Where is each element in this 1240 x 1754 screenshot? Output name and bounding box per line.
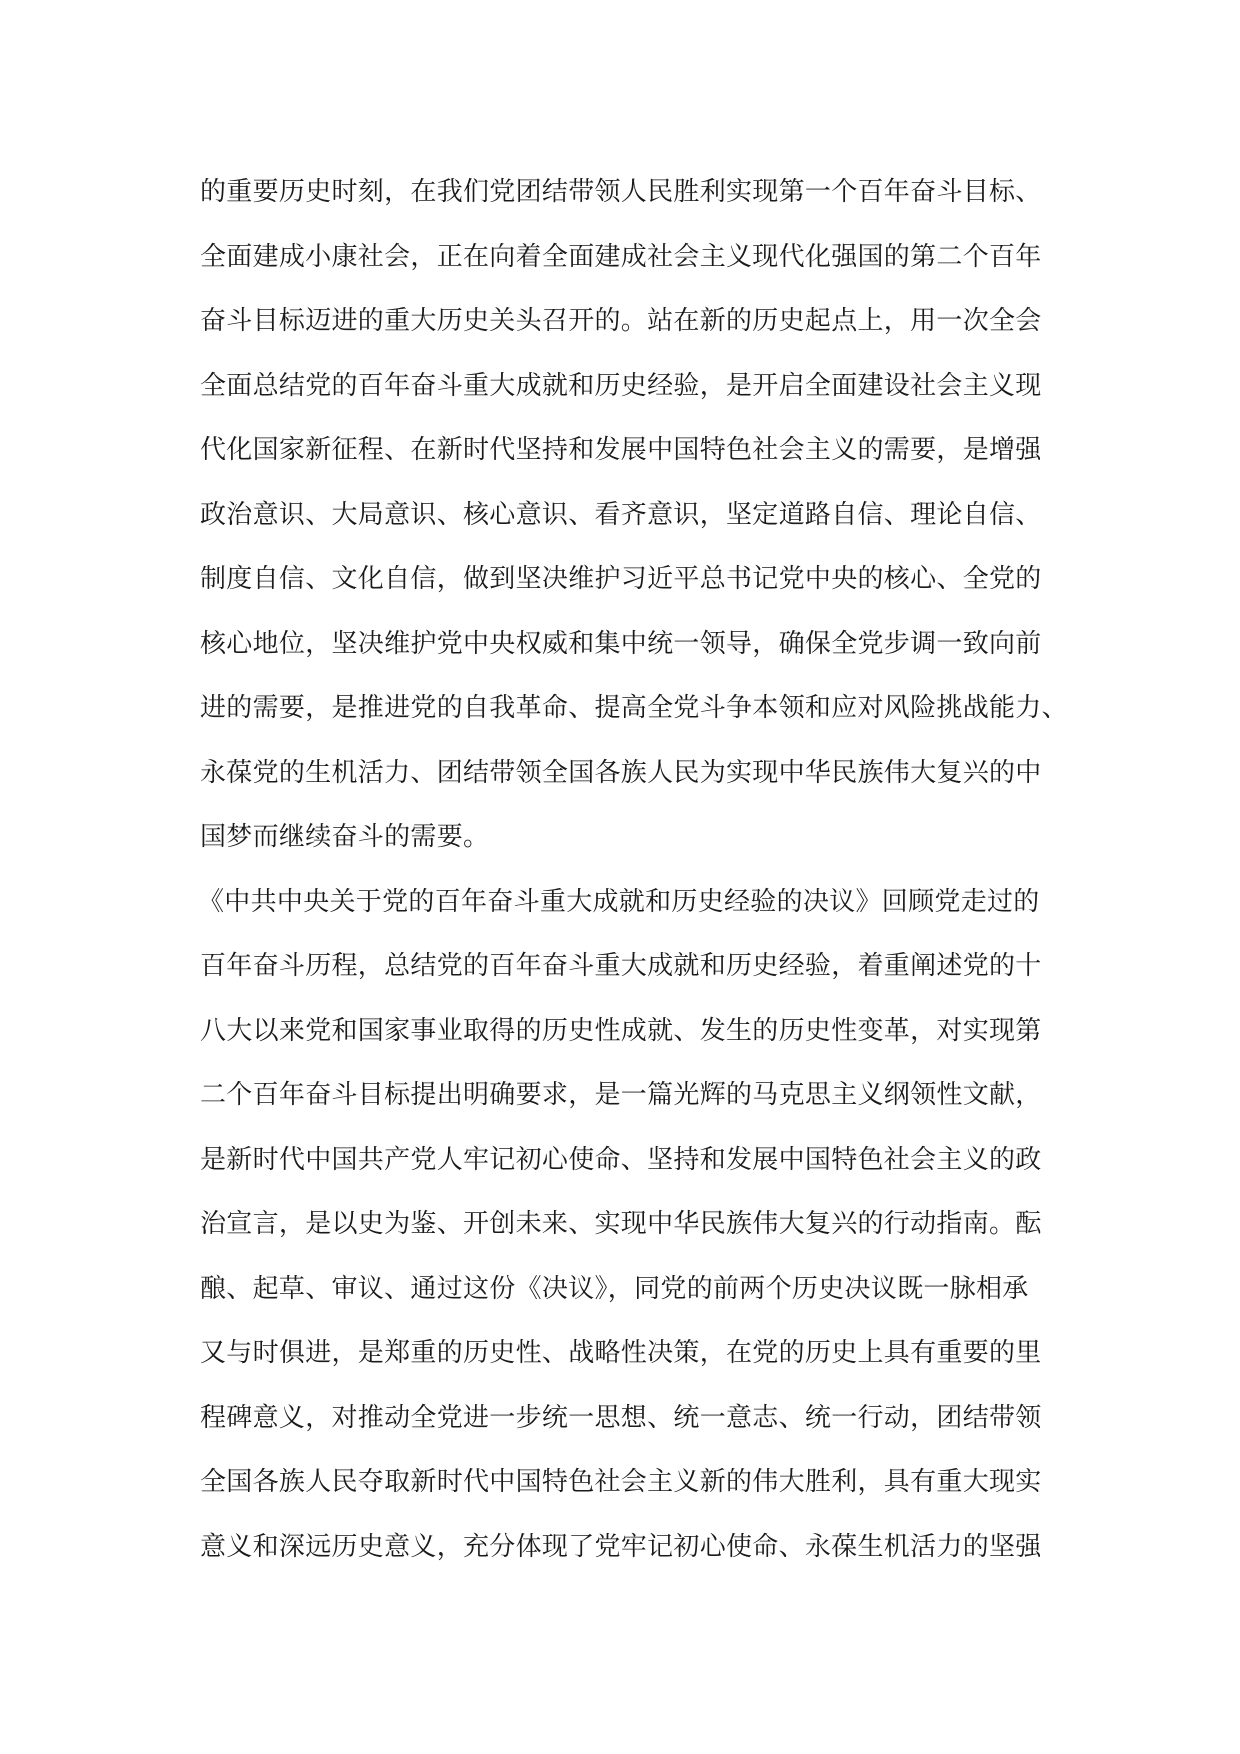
text-line: 制度自信、文化自信，做到坚决维护习近平总书记党中央的核心、全党的 <box>200 564 1042 594</box>
text-line: 又与时俱进，是郑重的历史性、战略性决策，在党的历史上具有重要的里 <box>200 1338 1042 1368</box>
text-line: 八大以来党和国家事业取得的历史性成就、发生的历史性变革，对实现第 <box>200 1015 1042 1046</box>
paragraph-1 <box>200 172 1080 882</box>
text-line: 百年奋斗历程，总结党的百年奋斗重大成就和历史经验，着重阐述党的十 <box>200 951 1042 981</box>
text-line: 核心地位，坚决维护党中央权威和集中统一领导，确保全党步调一致向前 <box>200 628 1042 659</box>
text-line: 政治意识、大局意识、核心意识、看齐意识，坚定道路自信、理论自信、 <box>200 499 1042 530</box>
text-line: 的重要历史时刻，在我们党团结带领人民胜利实现第一个百年奋斗目标、 <box>200 177 1042 207</box>
text-line: 奋斗目标迈进的重大历史关头召开的。站在新的历史起点上，用一次全会 <box>200 306 1042 336</box>
text-line: 二个百年奋斗目标提出明确要求，是一篇光辉的马克思主义纲领性文献， <box>200 1080 1042 1110</box>
text-line: 全国各族人民夺取新时代中国特色社会主义新的伟大胜利，具有重大现实 <box>200 1467 1042 1497</box>
text-line: 《中共中央关于党的百年奋斗重大成就和历史经验的决议》回顾党走过的 <box>198 886 1040 917</box>
paragraph-2 <box>200 882 1080 1592</box>
text-line: 治宣言，是以史为鉴、开创未来、实现中华民族伟大复兴的行动指南。酝 <box>200 1209 1042 1239</box>
text-line: 永葆党的生机活力、团结带领全国各族人民为实现中华民族伟大复兴的中 <box>200 757 1042 788</box>
text-line: 酿、起草、审议、通过这份《决议》，同党的前两个历史决议既一脉相承 <box>200 1273 1029 1304</box>
text-line: 意义和深远历史意义，充分体现了党牢记初心使命、永葆生机活力的坚强 <box>200 1531 1042 1562</box>
text-line: 进的需要，是推进党的自我革命、提高全党斗争本领和应对风险挑战能力、 <box>200 693 1068 723</box>
text-line: 是新时代中国共产党人牢记初心使命、坚持和发展中国特色社会主义的政 <box>200 1144 1042 1175</box>
text-line: 国梦而继续奋斗的需要。 <box>200 822 490 852</box>
text-line: 程碑意义，对推动全党进一步统一思想、统一意志、统一行动，团结带领 <box>200 1402 1042 1433</box>
text-line: 全面建成小康社会，正在向着全面建成社会主义现代化强国的第二个百年 <box>200 241 1042 272</box>
text-line: 全面总结党的百年奋斗重大成就和历史经验，是开启全面建设社会主义现 <box>200 370 1042 401</box>
document-body <box>200 172 1080 1591</box>
text-line: 代化国家新征程、在新时代坚持和发展中国特色社会主义的需要，是增强 <box>200 435 1042 465</box>
